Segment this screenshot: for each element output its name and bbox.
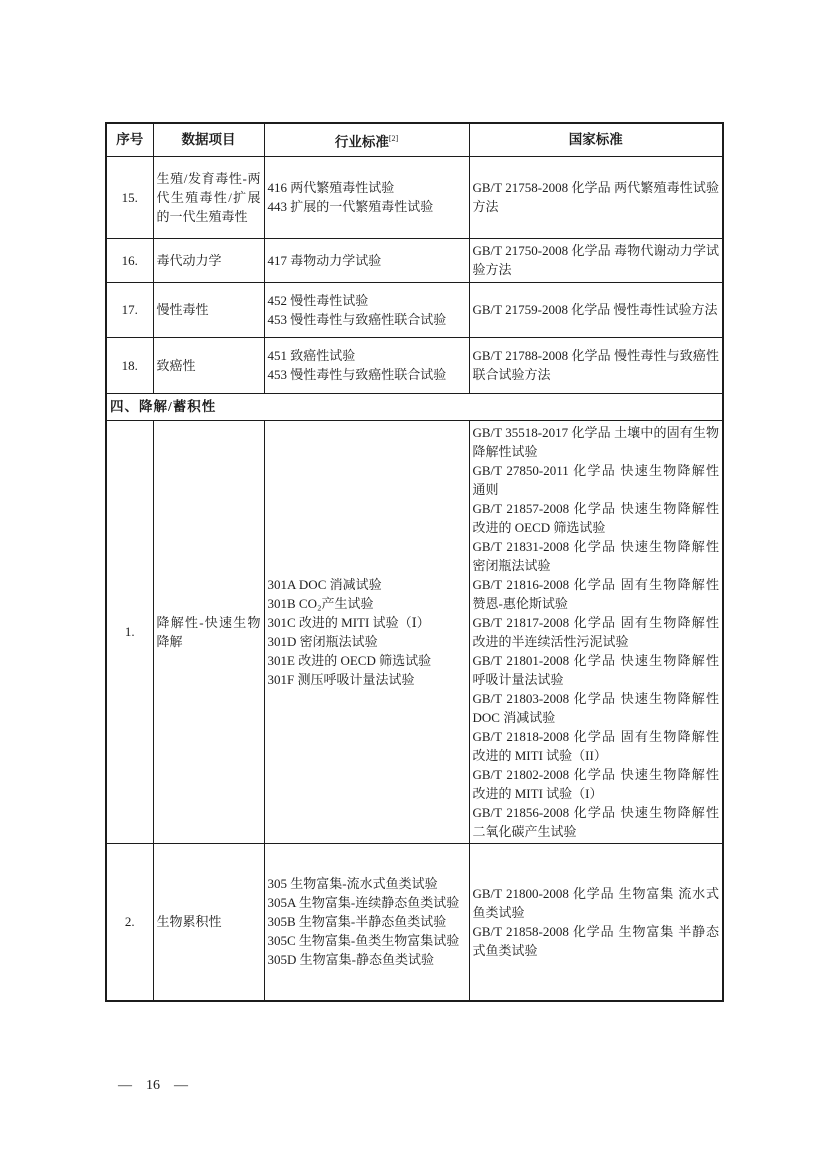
- national-standard-entry: GB/T 21857-2008 化学品 快速生物降解性 改进的 OECD 筛选试验: [472, 500, 719, 535]
- national-standard-entry: GB/T 21817-2008 化学品 固有生物降解性 改进的半连续活性污泥试验: [472, 614, 719, 649]
- national-standard-cell: [469, 282, 723, 337]
- industry-standard-entry: 305D 生物富集-静态鱼类试验: [267, 952, 434, 968]
- data-item-cell: 致癌性: [153, 337, 264, 393]
- industry-standard-cell: [264, 843, 469, 1001]
- row-number: 16.: [106, 238, 153, 282]
- industry-standard-entry: 417 毒物动力学试验: [267, 252, 382, 268]
- industry-standard-entry: 305C 生物富集-鱼类生物富集试验: [267, 933, 460, 949]
- row-number: 18.: [106, 337, 153, 393]
- data-item-cell: 毒代动力学: [153, 238, 264, 282]
- national-standard-entry: GB/T 21818-2008 化学品 固有生物降解性 改进的 MITI 试验（II）: [472, 728, 719, 763]
- national-standard-entry: GB/T 21788-2008 化学品 慢性毒性与致癌性联合试验方法: [472, 348, 719, 382]
- table-row: [106, 337, 723, 393]
- industry-standard-entry: 453 慢性毒性与致癌性联合试验: [267, 311, 447, 327]
- footnote-marker: [2]: [388, 133, 399, 143]
- table-row: [106, 843, 723, 1001]
- national-standard-entry: GB/T 21801-2008 化学品 快速生物降解性 呼吸计量法试验: [472, 652, 719, 687]
- industry-standard-entry: 301C 改进的 MITI 试验（Ⅰ）: [267, 614, 430, 630]
- industry-standard-entry: 301D 密闭瓶法试验: [267, 633, 378, 649]
- national-standard-entry: GB/T 27850-2011 化学品 快速生物降解性 通则: [472, 462, 719, 497]
- national-standard-entry: GB/T 21803-2008 化学品 快速生物降解性 DOC 消减试验: [472, 690, 719, 725]
- industry-standard-entry: 416 两代繁殖毒性试验: [267, 180, 395, 195]
- section-header-row: [106, 393, 723, 420]
- national-standard-entry: GB/T 21750-2008 化学品 毒物代谢动力学试验方法: [472, 243, 719, 277]
- industry-standard-entry: 443 扩展的一代繁殖毒性试验: [267, 199, 434, 214]
- national-standard-entry: GB/T 21758-2008 化学品 两代繁殖毒性试验方法: [472, 180, 719, 214]
- industry-standard-entry: 301A DOC 消减试验: [267, 576, 382, 592]
- national-standard-entry: GB/T 21800-2008 化学品 生物富集 流水式鱼类试验: [472, 885, 719, 920]
- table-header-row: [106, 123, 723, 156]
- standards-table: [105, 122, 724, 1002]
- row-number: 1.: [106, 420, 153, 843]
- national-standard-entry: GB/T 21856-2008 化学品 快速生物降解性 二氧化碳产生试验: [472, 804, 719, 839]
- section-header: 四、降解/蓄积性: [106, 393, 723, 420]
- industry-standard-entry: 301B CO₂产生试验: [267, 595, 374, 611]
- row-number: 15.: [106, 156, 153, 238]
- industry-standard-entry: 453 慢性毒性与致癌性联合试验: [267, 367, 447, 382]
- footer-right-dash: —: [174, 1078, 188, 1093]
- table-row: [106, 282, 723, 337]
- data-item-cell: 生物累积性: [153, 843, 264, 1001]
- industry-standard-entry: 301F 测压呼吸计量法试验: [267, 671, 415, 687]
- industry-standard-entry: 305B 生物富集-半静态鱼类试验: [267, 914, 447, 930]
- national-standard-entry: GB/T 21802-2008 化学品 快速生物降解性 改进的 MITI 试验（I）: [472, 766, 719, 801]
- row-number: 17.: [106, 282, 153, 337]
- column-header-national-standard: 国家标准: [469, 123, 723, 156]
- data-item-cell: 慢性毒性: [153, 282, 264, 337]
- industry-standard-entry: 301E 改进的 OECD 筛选试验: [267, 652, 432, 668]
- national-standard-cell: [469, 238, 723, 282]
- national-standard-cell: [469, 156, 723, 238]
- industry-standard-cell: [264, 337, 469, 393]
- industry-standard-cell: [264, 156, 469, 238]
- row-number: 2.: [106, 843, 153, 1001]
- industry-standard-entry: 305 生物富集-流水式鱼类试验: [267, 876, 438, 892]
- table-row: [106, 420, 723, 843]
- table-row: [106, 156, 723, 238]
- national-standard-cell: [469, 420, 723, 843]
- national-standard-cell: [469, 843, 723, 1001]
- industry-standard-cell: [264, 238, 469, 282]
- data-item-cell: 生殖/发育毒性-两代生殖毒性/扩展的一代生殖毒性: [153, 156, 264, 238]
- national-standard-entry: GB/T 21759-2008 化学品 慢性毒性试验方法: [472, 302, 718, 317]
- footer-left-dash: —: [118, 1078, 132, 1093]
- industry-standard-label: 行业标准: [334, 134, 389, 149]
- national-standard-entry: GB/T 21831-2008 化学品 快速生物降解性 密闭瓶法试验: [472, 538, 719, 573]
- national-standard-entry: GB/T 21816-2008 化学品 固有生物降解性 赞恩-惠伦斯试验: [472, 576, 719, 611]
- industry-standard-cell: [264, 282, 469, 337]
- column-header-number: 序号: [106, 123, 153, 156]
- page-number: 16: [146, 1078, 160, 1093]
- industry-standard-entry: 305A 生物富集-连续静态鱼类试验: [267, 895, 460, 911]
- column-header-data-item: 数据项目: [153, 123, 264, 156]
- national-standard-entry: GB/T 21858-2008 化学品 生物富集 半静态式鱼类试验: [472, 923, 719, 958]
- data-item-cell: 降解性-快速生物降解: [153, 420, 264, 843]
- industry-standard-entry: 452 慢性毒性试验: [267, 292, 369, 308]
- page-footer: [118, 1078, 188, 1094]
- national-standard-cell: [469, 337, 723, 393]
- industry-standard-cell: [264, 420, 469, 843]
- column-header-industry-standard: [264, 123, 469, 156]
- table-row: [106, 238, 723, 282]
- industry-standard-entry: 451 致癌性试验: [267, 348, 356, 363]
- national-standard-entry: GB/T 35518-2017 化学品 土壤中的固有生物降解性试验: [472, 424, 719, 459]
